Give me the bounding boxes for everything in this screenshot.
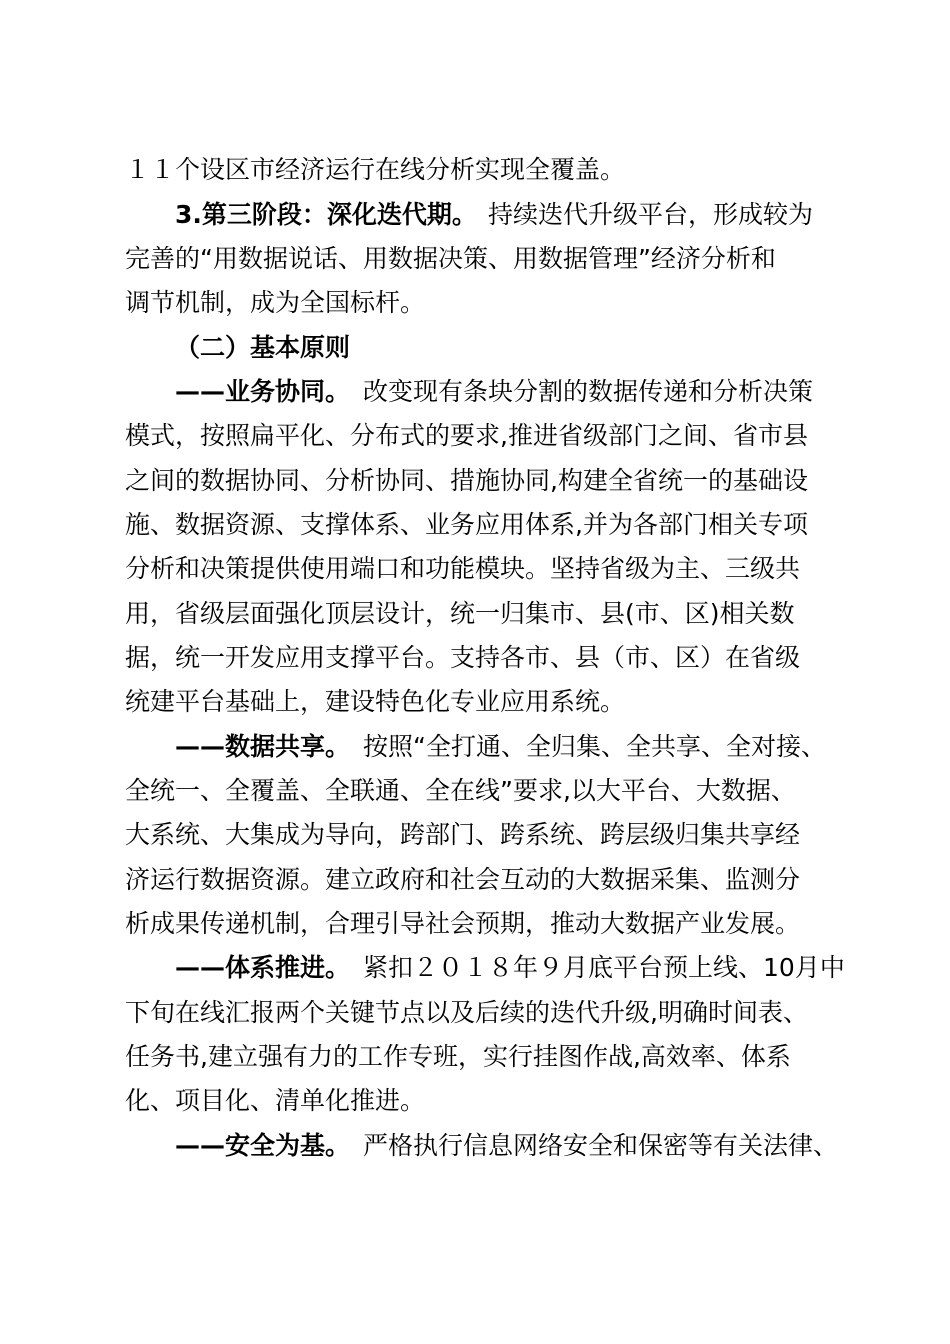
text-line: 化、项目化、清单化推进。 [125,1086,426,1115]
text-line: 施、数据资源、支撑体系、业务应用体系,并为各部门相关专项 [125,510,808,539]
text-line: 析成果传递机制，合理引导社会预期，推动大数据产业发展。 [125,909,801,938]
stage-heading: 3.第三阶段：深化迭代期。 [175,200,477,229]
principle-heading: ——业务协同。 [175,377,351,406]
text-line: 下旬在线汇报两个关键节点以及后续的迭代升级,明确时间表、 [125,998,808,1027]
principle-heading: ——安全为基。 [175,1131,351,1160]
text-line: 完善的“用数据说话、用数据决策、用数据管理”经济分析和 [125,244,776,273]
text-line: 用，省级层面强化顶层设计，统一归集市、县(市、区)相关数 [125,599,795,628]
text-line: 调节机制，成为全国标杆。 [125,288,426,317]
text-line: 全统一、全覆盖、全联通、全在线”要求,以大平台、大数据、 [125,776,796,805]
text-line: 严格执行信息网络安全和保密等有关法律、 [363,1131,839,1160]
text-line: 分析和决策提供使用端口和功能模块。坚持省级为主、三级共 [125,554,801,583]
text-line: 模式，按照扁平化、分布式的要求,推进省级部门之间、省市县 [125,421,808,450]
text-line: 大系统、大集成为导向，跨部门、跨系统、跨层级归集共享经 [125,820,801,849]
text-line: 任务书,建立强有力的工作专班，实行挂图作战,高效率、体系 [125,1042,791,1071]
text-line: 据，统一开发应用支撑平台。支持各市、县（市、区）在省级 [125,643,801,672]
section-heading: （二）基本原则 [175,333,351,362]
text-line: 改变现有条块分割的数据传递和分析决策 [363,377,814,406]
text-line: １１个设区市经济运行在线分析实现全覆盖。 [125,155,626,184]
text-line: 济运行数据资源。建立政府和社会互动的大数据采集、监测分 [125,865,801,894]
principle-heading: ——体系推进。 [175,953,351,982]
text-line: 之间的数据协同、分析协同、措施协同,构建全省统一的基础设 [125,466,808,495]
principle-heading: ——数据共享。 [175,732,351,761]
text-line: 紧扣２０１８年９月底平台预上线、10月中 [363,953,845,982]
text-line: 统建平台基础上，建设特色化专业应用系统。 [125,687,626,716]
text-line: 持续迭代升级平台，形成较为 [488,200,814,229]
text-line: 按照“全打通、全归集、全共享、全对接、 [363,732,826,761]
